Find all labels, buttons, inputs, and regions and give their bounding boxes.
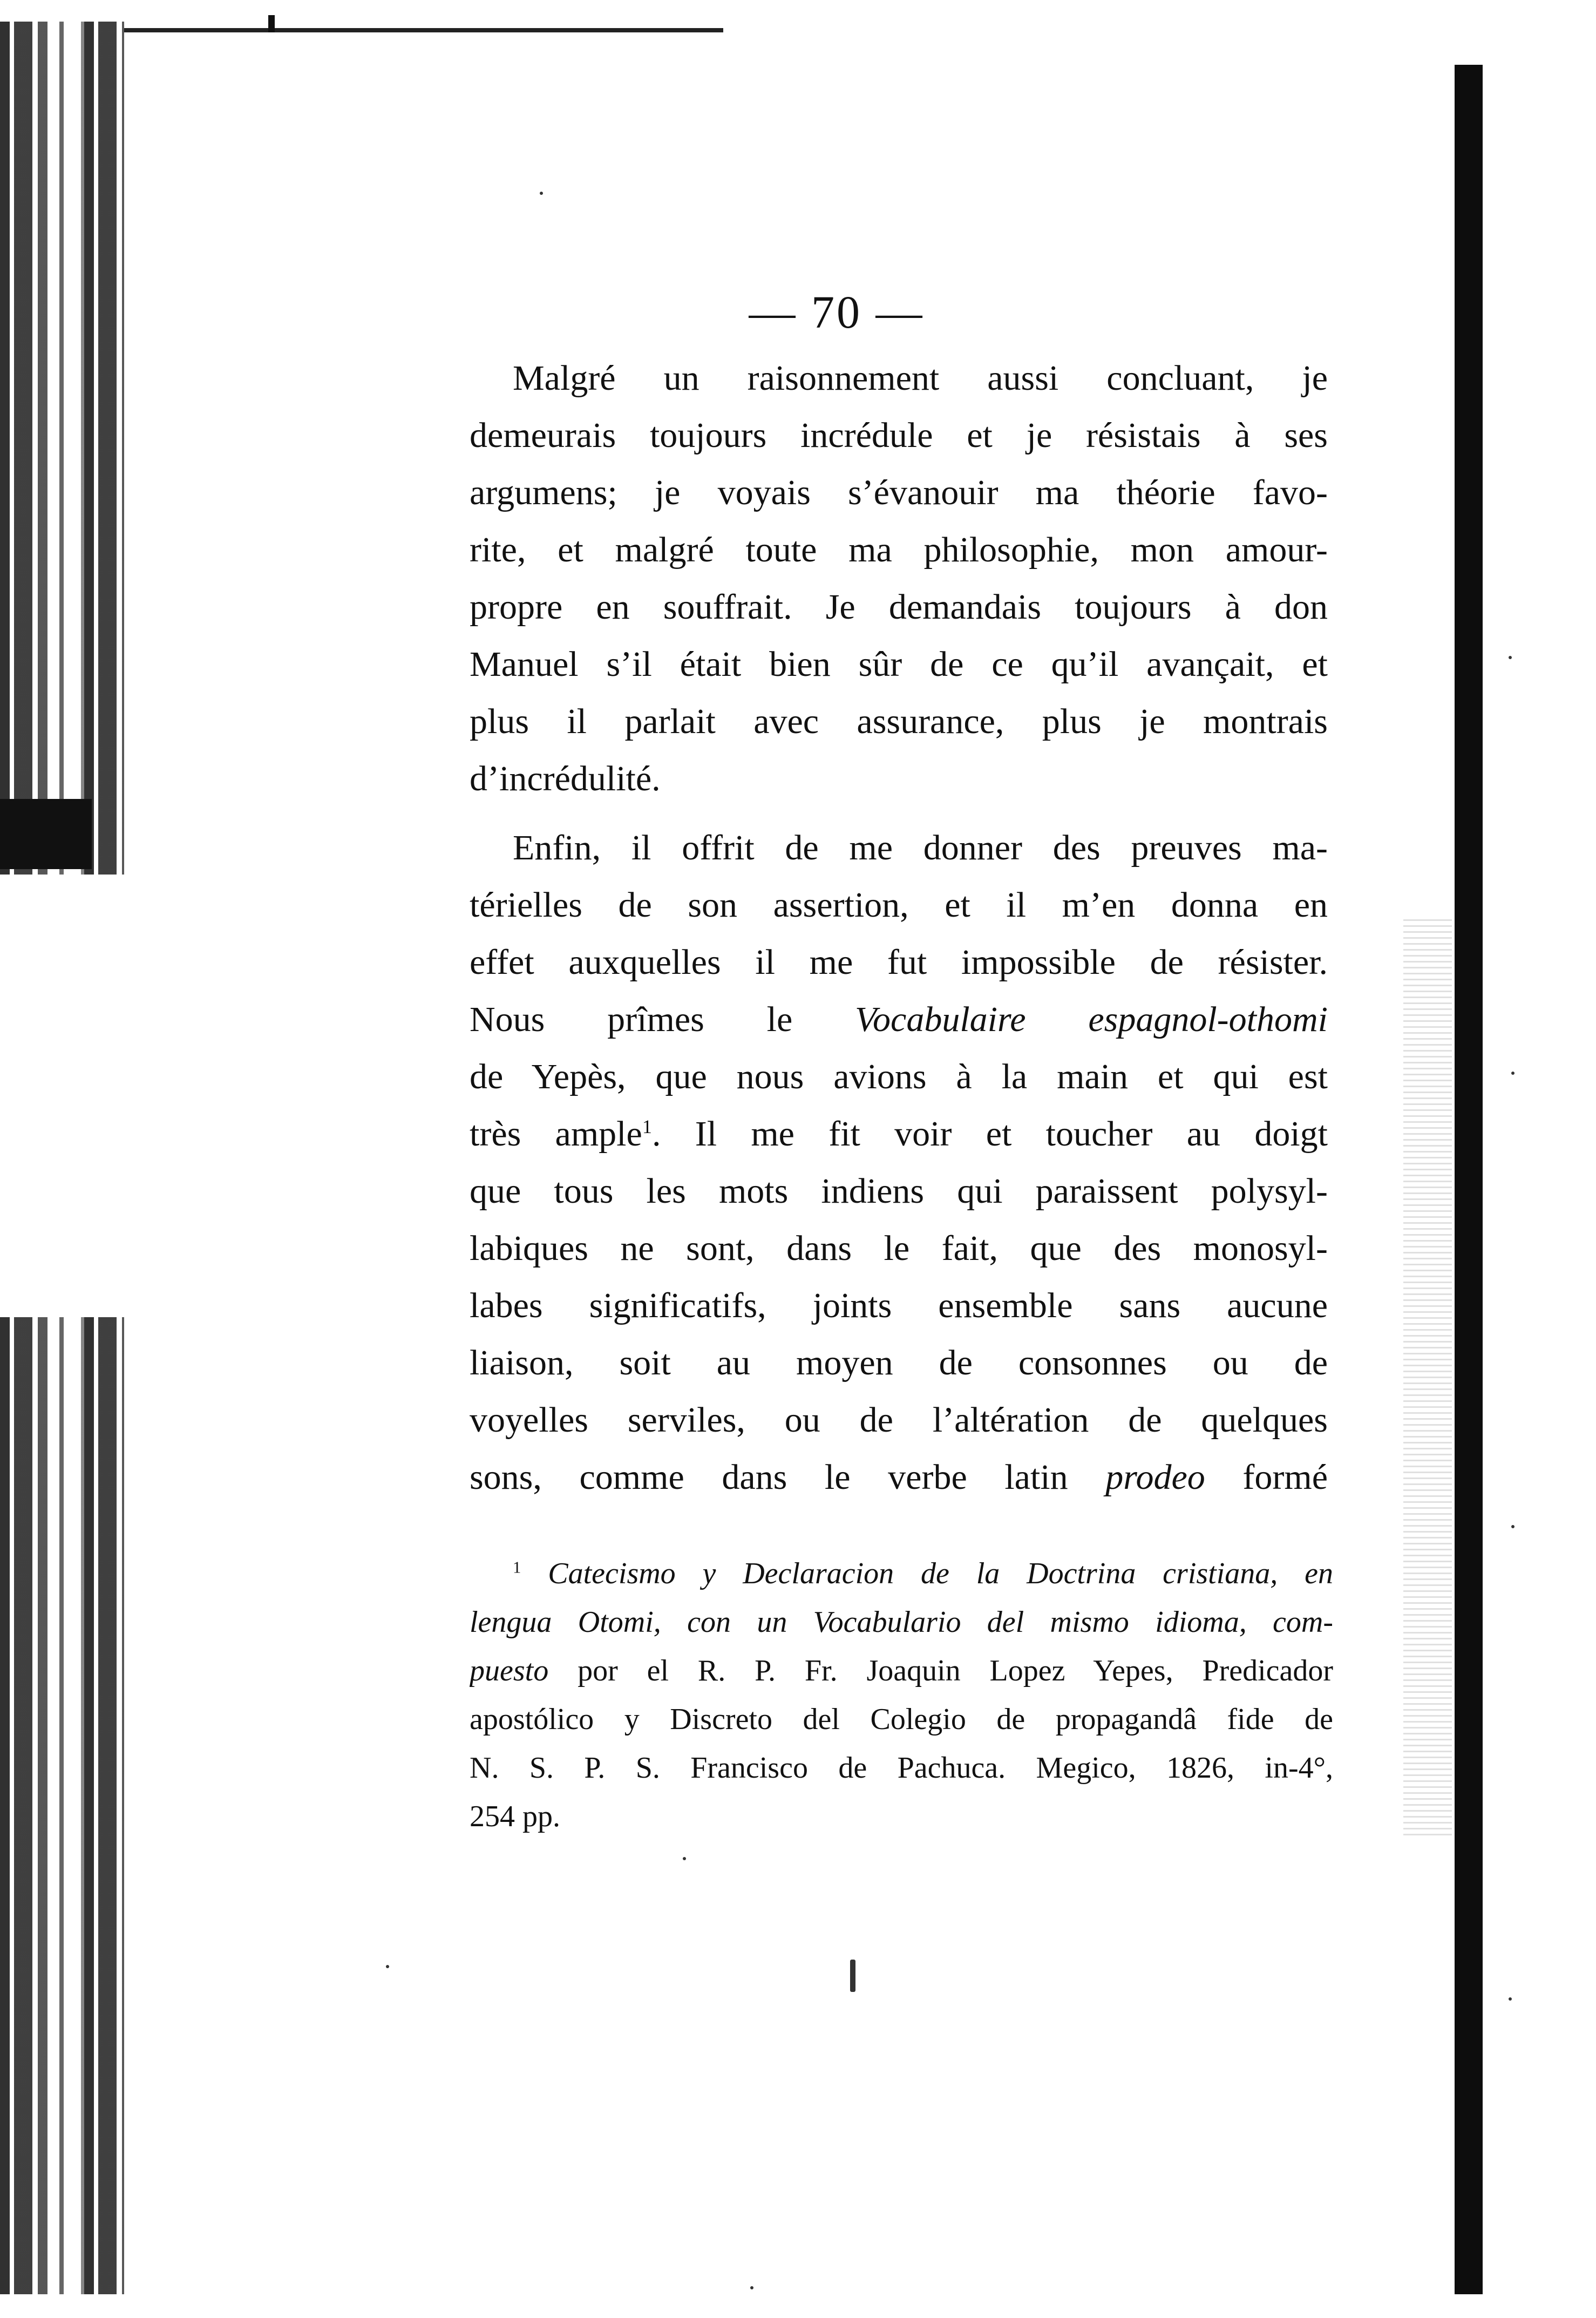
paragraph-gap — [470, 808, 1328, 819]
footnote-line: apostólico y Discreto del Colegio de propagandâ fide de — [470, 1703, 1333, 1736]
speck — [1511, 1525, 1514, 1528]
scan-edge-top — [124, 28, 723, 32]
scan-edge-left-block — [0, 799, 92, 869]
footnote-italic: lengua Otomi, con un Vocabulario del mismo idioma, com- — [470, 1605, 1333, 1639]
footnote-italic: puesto — [470, 1654, 549, 1687]
speck — [1509, 1997, 1512, 2001]
text-line — [470, 1449, 1328, 1506]
text-segment: formé — [1242, 1458, 1328, 1497]
footnote — [470, 1549, 1333, 1841]
text-line: Manuel s’il était bien sûr de ce qu’il avançait, et — [470, 645, 1328, 684]
text-segment: . Il me fit voir et toucher au doigt — [651, 1114, 1328, 1154]
footnote-line — [470, 1646, 1333, 1695]
text-line: demeurais toujours incrédule et je résistais à ses — [470, 416, 1328, 455]
scan-edge-top-tick — [268, 15, 275, 32]
text-line: plus il parlait avec assurance, plus je montrais — [470, 702, 1328, 741]
text-line: liaison, soit au moyen de consonnes ou de — [470, 1343, 1328, 1382]
footnote-ref: 1 — [642, 1116, 652, 1137]
footnote-text: por el R. P. Fr. Joaquin Lopez Yepes, Predicador — [578, 1654, 1333, 1687]
text-line: Enfin, il offrit de me donner des preuves ma- — [513, 828, 1328, 867]
text-segment: sons, comme dans le verbe latin — [470, 1458, 1068, 1497]
speck — [750, 2286, 753, 2289]
footnote-line — [470, 1598, 1333, 1646]
text-line: rite, et malgré toute ma philosophie, mon amour- — [470, 530, 1328, 570]
text-line: labes significatifs, joints ensemble sans aucune — [470, 1286, 1328, 1325]
italic-word: prodeo — [1105, 1458, 1205, 1497]
text-line: d’incrédulité. — [470, 759, 661, 798]
scan-edge-right-noise — [1403, 918, 1452, 1835]
text-line: argumens; je voyais s’évanouir ma théorie favo- — [470, 473, 1328, 512]
text-line — [470, 1106, 1328, 1163]
speck — [1509, 656, 1512, 659]
text-segment: Nous prîmes le — [470, 1000, 793, 1039]
italic-title: Vocabulaire espagnol-othomi — [855, 1000, 1328, 1039]
footnote-marker: 1 — [513, 1558, 521, 1577]
scan-edge-left-gap — [0, 875, 124, 1317]
speck — [683, 1857, 686, 1860]
speck — [540, 192, 543, 195]
text-line: que tous les mots indiens qui paraissent polysyl- — [470, 1171, 1328, 1211]
text-line — [470, 991, 1328, 1048]
text-line: de Yepès, que nous avions à la main et qui est — [470, 1057, 1328, 1096]
footnote-line: N. S. P. S. Francisco de Pachuca. Megico, 1826, in-4°, — [470, 1751, 1333, 1785]
speck — [1511, 1072, 1514, 1075]
footnote-italic: Catecismo y Declaracion de la Doctrina cristiana, en — [548, 1557, 1333, 1590]
text-line: effet auxquelles il me fut impossible de résister. — [470, 943, 1328, 982]
scan-edge-right — [1455, 65, 1483, 2294]
speck — [386, 1965, 389, 1968]
text-line: térielles de son assertion, et il m’en donna en — [470, 885, 1328, 925]
footnote-line — [470, 1549, 1333, 1598]
text-line: Malgré un raisonnement aussi concluant, je — [513, 358, 1328, 398]
body-text — [470, 350, 1328, 1506]
text-line: propre en souffrait. Je demandais toujours à don — [470, 587, 1328, 627]
speck — [850, 1960, 855, 1992]
page-number: — 70 — — [749, 286, 925, 338]
text-segment: très ample — [470, 1114, 642, 1154]
text-line: labiques ne sont, dans le fait, que des monosyl- — [470, 1229, 1328, 1268]
text-line: voyelles serviles, ou de l’altération de quelques — [470, 1400, 1328, 1440]
footnote-line: 254 pp. — [470, 1800, 560, 1833]
